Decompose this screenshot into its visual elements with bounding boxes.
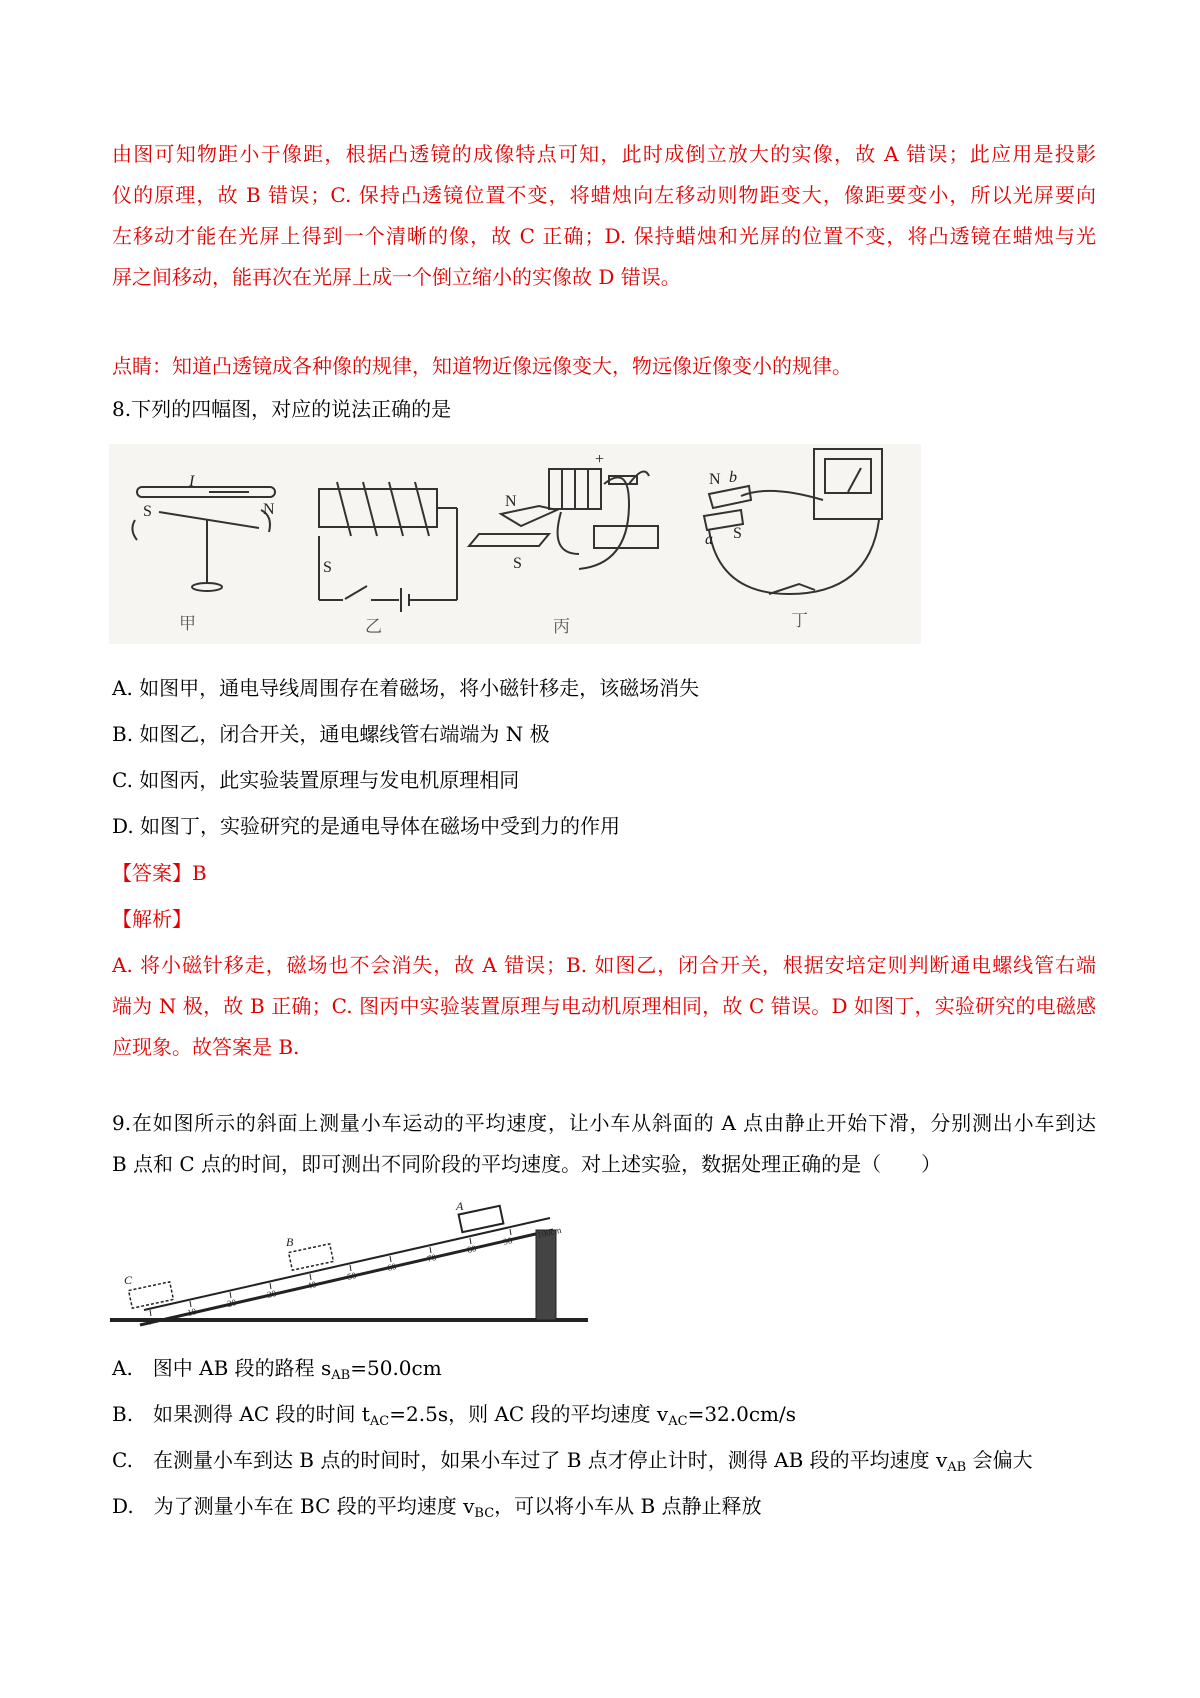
q9-option-c: C. 在测量小车到达 B 点的时间时，如果小车过了 B 点才停止计时，测得 AB 段的平均速度 $v_{AB}$ 会偏大 (112, 1448, 1033, 1475)
q8-fig-a-label: a (705, 531, 713, 548)
q8-fig-s-label: S (323, 559, 332, 576)
q8-fig-n-label: N (505, 493, 517, 510)
q7-analysis-line: 左移动才能在光屏上得到一个清晰的像，故 C 正确；D. 保持蜡烛和光屏的位置不变，将凸透镜在蜡烛与光 (112, 224, 1096, 248)
q8-fig-plus-label: + (595, 451, 605, 468)
q9-tick-label: 30 (266, 1288, 278, 1300)
q8-analysis-line: 应现象。故答案是 B. (112, 1035, 300, 1059)
q7-tip: 点睛：知道凸透镜成各种像的规律，知道物近像远像变大，物远像近像变小的规律。 (112, 354, 852, 378)
q9-option-a: A. 图中 AB 段的路程 $s_{AB}=50.0cm$ (112, 1356, 442, 1383)
q8-fig-current-label: I (189, 473, 195, 490)
q8-fig-label-yi: 乙 (365, 617, 382, 637)
q8-answer: 【答案】B (112, 861, 207, 885)
q8-fig-s-label: S (733, 525, 742, 542)
q9-stem-line: B 点和 C 点的时间，即可测出不同阶段的平均速度。对上述实验，数据处理正确的是（ ） (112, 1152, 942, 1176)
q9-figure (110, 1200, 590, 1340)
q7-analysis-line: 屏之间移动，能再次在光屏上成一个倒立缩小的实像故 D 错误。 (112, 265, 681, 289)
q8-analysis-line: A. 将小磁针移走，磁场也不会消失，故 A 错误；B. 如图乙，闭合开关，根据安培定则判断通电螺线管右端 (112, 953, 1096, 977)
q9-option-b: B. 如果测得 AC 段的时间 $t_{AC}=2.5s$，则 AC 段的平均速度 $v_{AC}=32.0cm/s$ (112, 1402, 797, 1429)
q8-analysis-line: 端为 N 极，故 B 正确；C. 图丙中实验装置原理与电动机原理相同，故 C 错误。D 如图丁，实验研究的电磁感 (112, 994, 1096, 1018)
q9-tick-label: 90 (502, 1235, 514, 1247)
q9-tick-label: 40 (306, 1279, 318, 1291)
q9-tick-label: 70 (426, 1252, 438, 1264)
q8-fig-label-bing: 丙 (553, 617, 570, 637)
q9-tick-label: 100cm (536, 1224, 563, 1240)
q8-analysis-label: 【解析】 (112, 907, 192, 931)
q8-fig-n-label: N (709, 471, 721, 488)
q7-analysis (112, 134, 1096, 298)
q8-fig-b-label: b (729, 469, 737, 486)
q8-figure (109, 444, 921, 644)
q9-option-d: D. 为了测量小车在 BC 段的平均速度 $v_{BC}$，可以将小车从 B 点静止释放 (112, 1494, 762, 1521)
q9-tick-label: 20 (226, 1297, 238, 1309)
q8-fig-s-label: S (513, 555, 522, 572)
q9-tick-label: 50 (346, 1270, 358, 1282)
q7-analysis-line: 仪的原理，故 B 错误；C. 保持凸透镜位置不变，将蜡烛向左移动则物距变大，像距要变小，所以光屏要向 (112, 183, 1096, 207)
q9-stem-line: 9.在如图所示的斜面上测量小车运动的平均速度，让小车从斜面的 A 点由静止开始下滑，分别测出小车到达 (112, 1111, 1096, 1135)
q8-option-a: A. 如图甲，通电导线周围存在着磁场，将小磁针移走，该磁场消失 (112, 676, 700, 700)
q9-point-a-label: A (456, 1200, 464, 1213)
q9-point-c-label: C (124, 1273, 133, 1287)
q8-fig-label-jia: 甲 (179, 614, 196, 634)
q9-stem (112, 1103, 1096, 1185)
q9-point-b-label: B (286, 1235, 294, 1249)
q9-tick-label: 0 (146, 1316, 153, 1327)
q8-option-d: D. 如图丁，实验研究的是通电导体在磁场中受到力的作用 (112, 814, 621, 838)
q8-stem: 8.下列的四幅图，对应的说法正确的是 (112, 397, 452, 421)
q8-option-b: B. 如图乙，闭合开关，通电螺线管右端端为 N 极 (112, 722, 550, 746)
q9-tick-label: 80 (466, 1243, 478, 1255)
q8-fig-n-label: N (263, 501, 275, 518)
q9-tick-label: 10 (186, 1306, 198, 1318)
q9-tick-label: 60 (386, 1261, 398, 1273)
q8-fig-label-ding: 丁 (791, 611, 808, 631)
q8-analysis (112, 945, 1096, 1068)
q8-option-c: C. 如图丙，此实验装置原理与发电机原理相同 (112, 768, 520, 792)
q7-analysis-line: 由图可知物距小于像距，根据凸透镜的成像特点可知，此时成倒立放大的实像，故 A 错误；此应用是投影 (112, 142, 1096, 166)
q8-fig-s-label: S (143, 503, 152, 520)
